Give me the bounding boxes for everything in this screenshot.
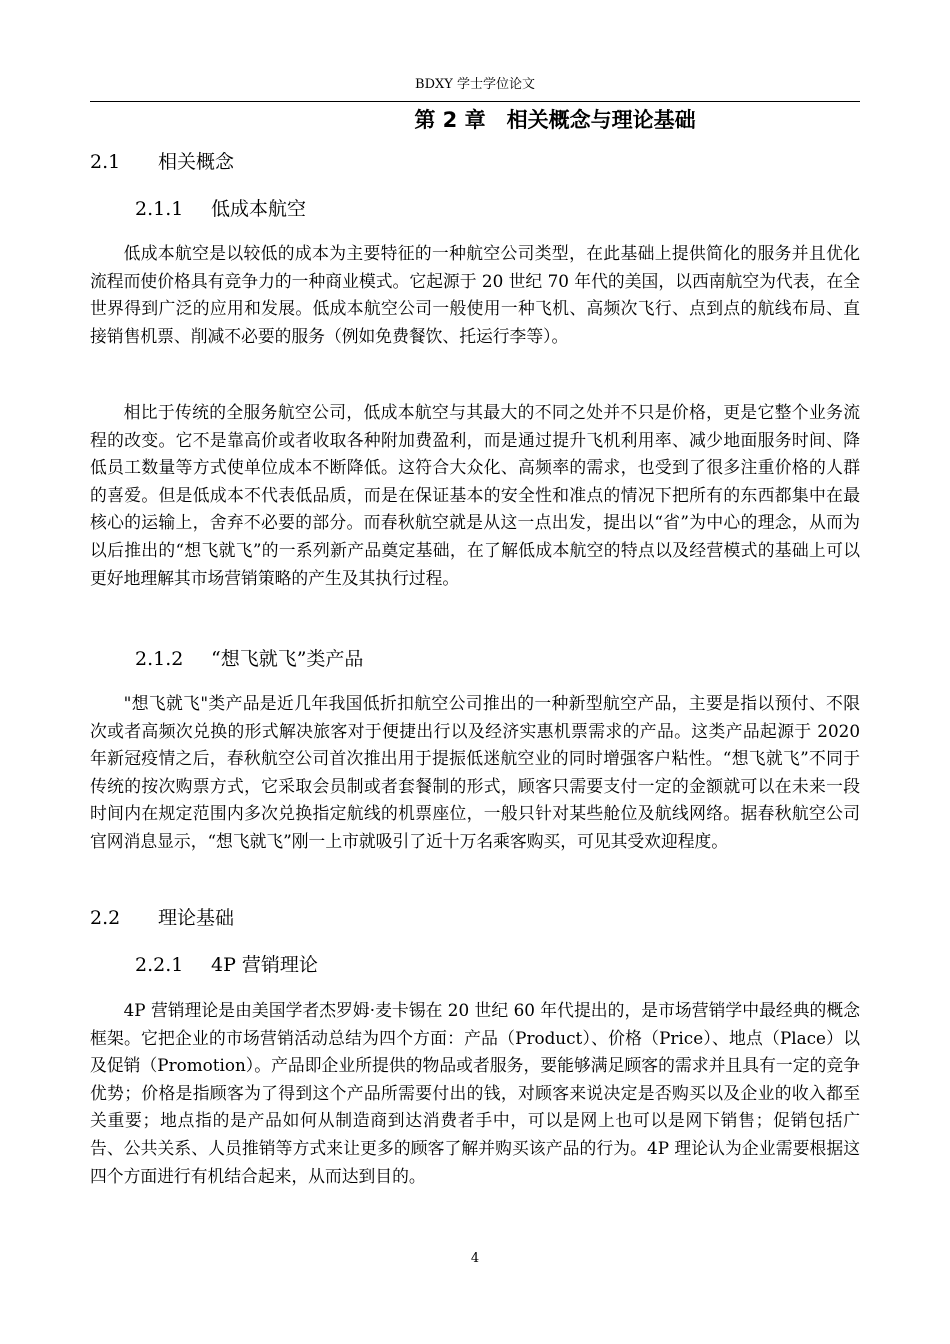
page-number: 4 xyxy=(470,1251,480,1266)
subsection-number: 2.1.2 xyxy=(135,648,184,670)
subsection-number: 2.1.1 xyxy=(135,198,184,220)
subsection-title: 4P 营销理论 xyxy=(211,954,318,976)
subsection-title: 低成本航空 xyxy=(211,198,307,220)
section-heading-2-1 xyxy=(90,148,234,176)
subsection-heading-2-2-1 xyxy=(135,951,318,979)
section-number: 2.1 xyxy=(90,151,121,173)
paragraph: 4P 营销理论是由美国学者杰罗姆·麦卡锡在 20 世纪 60 年代提出的，是市场营销学中最经典的概念框架。它把企业的市场营销活动总结为四个方面：产品（Product）、价格（Price）、地点（Place）以及促销（Promotion）。产品即企业所提供的物品或者服务，要能够满足顾客的需求并且具有一定的竞争优势；价格是指顾客为了得到这个产品所需要付出的钱，对顾客来说决定是否购买以及企业的收入都至关重要；地点指的是产品如何从制造商到达消费者手中，可以是网上也可以是网下销售；促销包括广告、公共关系、人员推销等方式来让更多的顾客了解并购买该产品的行为。4P 理论认为企业需要根据这四个方面进行有机结合起来，从而达到目的。 xyxy=(90,1000,860,1186)
section-title: 理论基础 xyxy=(158,907,235,929)
section-title: 相关概念 xyxy=(158,151,235,173)
chapter-title: 第 2 章 相关概念与理论基础 xyxy=(414,108,696,132)
paragraph: "想飞就飞"类产品是近几年我国低折扣航空公司推出的一种新型航空产品，主要是指以预付、不限次或者高频次兑换的形式解决旅客对于便捷出行以及经济实惠机票需求的产品。这类产品起源于 2020 年新冠疫情之后，春秋航空公司首次推出用于提振低迷航空业的同时增强客户粘性。“想飞就飞”不同于传统的按次购票方式，它采取会员制或者套餐制的形式，顾客只需要支付一定的金额就可以在未来一段时间内在规定范围内多次兑换指定航线的机票座位，一般只针对某些舱位及航线网络。据春秋航空公司官网消息显示，“想飞就飞”刚一上市就吸引了近十万名乘客购买，可见其受欢迎程度。 xyxy=(90,693,860,851)
header-divider xyxy=(90,101,860,102)
subsection-number: 2.2.1 xyxy=(135,954,184,976)
subsection-heading-2-1-1 xyxy=(135,195,306,223)
subsection-heading-2-1-2 xyxy=(135,645,363,673)
paragraph: 低成本航空是以较低的成本为主要特征的一种航空公司类型，在此基础上提供简化的服务并且优化流程而使价格具有竞争力的一种商业模式。它起源于 20 世纪 70 年代的美国，以西南航空为代表，在全世界得到广泛的应用和发展。低成本航空公司一般使用一种飞机、高频次飞行、点到点的航线布局、直接销售机票、削减不必要的服务（例如免费餐饮、托运行李等）。 xyxy=(90,243,860,346)
section-heading-2-2 xyxy=(90,904,234,932)
paragraph: 相比于传统的全服务航空公司，低成本航空与其最大的不同之处并不只是价格，更是它整个业务流程的改变。它不是靠高价或者收取各种附加费盈利，而是通过提升飞机利用率、减少地面服务时间、降低员工数量等方式使单位成本不断降低。这符合大众化、高频率的需求，也受到了很多注重价格的人群的喜爱。但是低成本不代表低品质，而是在保证基本的安全性和准点的情况下把所有的东西都集中在最核心的运输上，舍弃不必要的部分。而春秋航空就是从这一点出发，提出以“省”为中心的理念，从而为以后推出的“想飞就飞”的一系列新产品奠定基础，在了解低成本航空的特点以及经营模式的基础上可以更好地理解其市场营销策略的产生及其执行过程。 xyxy=(90,402,860,588)
section-number: 2.2 xyxy=(90,907,121,929)
running-header: BDXY 学士学位论文 xyxy=(415,77,535,92)
subsection-title: “想飞就飞”类产品 xyxy=(211,648,364,670)
